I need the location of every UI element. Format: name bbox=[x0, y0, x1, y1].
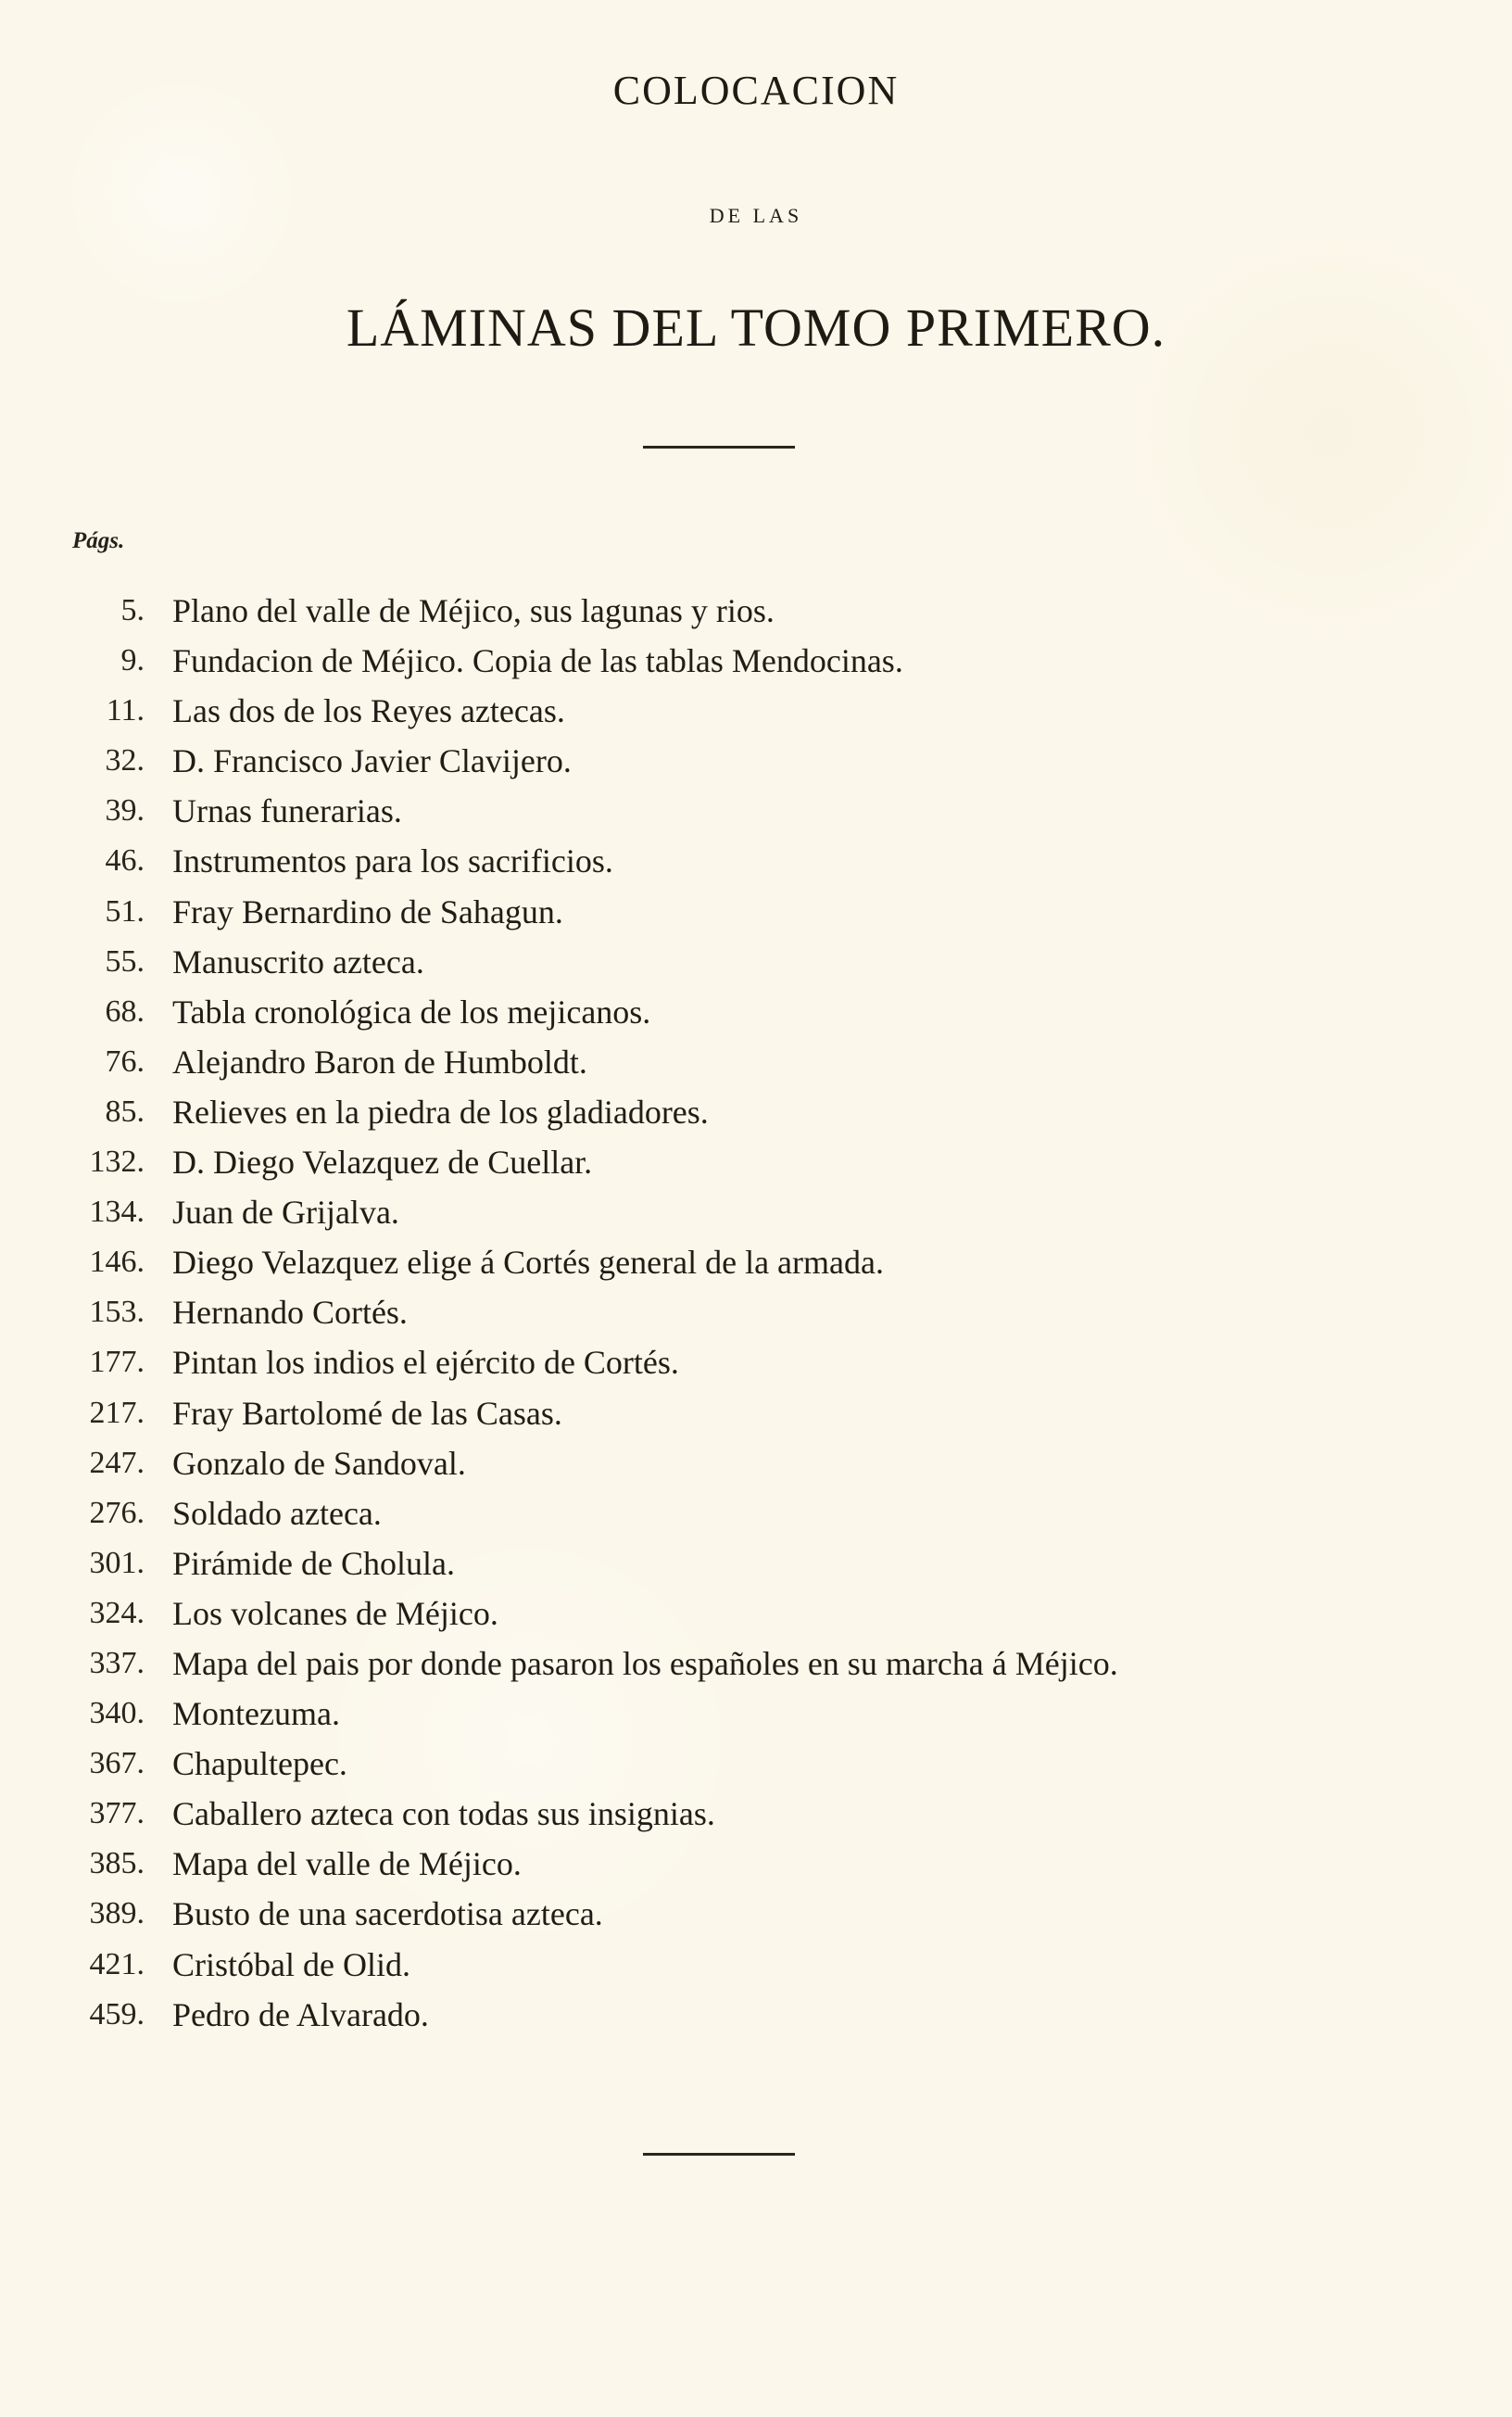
entry-page-number: 146. bbox=[89, 1245, 145, 1280]
list-item bbox=[0, 1187, 1512, 1237]
list-item bbox=[0, 686, 1512, 736]
entry-title: Fundacion de Méjico. Copia de las tablas Mendocinas. bbox=[172, 642, 903, 680]
list-item bbox=[0, 887, 1512, 937]
entry-title: Pedro de Alvarado. bbox=[172, 1995, 429, 2033]
plates-list bbox=[0, 586, 1512, 2040]
list-item bbox=[0, 1337, 1512, 1387]
entry-title: Plano del valle de Méjico, sus lagunas y rios. bbox=[172, 592, 775, 629]
entry-title: Mapa del pais por donde pasaron los españoles en su marcha á Méjico. bbox=[172, 1644, 1118, 1682]
entry-page-number: 39. bbox=[105, 793, 145, 829]
entry-page-number: 337. bbox=[89, 1645, 145, 1680]
list-item bbox=[0, 586, 1512, 636]
entry-page-number: 421. bbox=[89, 1946, 145, 1981]
entry-title: Fray Bernardino de Sahagun. bbox=[172, 892, 563, 930]
top-divider bbox=[643, 446, 795, 449]
list-item bbox=[0, 937, 1512, 987]
entry-page-number: 85. bbox=[105, 1094, 145, 1129]
entry-title: Fray Bartolomé de las Casas. bbox=[172, 1394, 562, 1432]
entry-page-number: 324. bbox=[89, 1595, 145, 1630]
list-item bbox=[0, 1087, 1512, 1137]
list-item bbox=[0, 1990, 1512, 2040]
list-item bbox=[0, 836, 1512, 886]
entry-page-number: 76. bbox=[105, 1044, 145, 1079]
entry-page-number: 301. bbox=[89, 1545, 145, 1580]
list-item bbox=[0, 1137, 1512, 1187]
entry-page-number: 46. bbox=[105, 843, 145, 879]
entry-page-number: 132. bbox=[89, 1145, 145, 1180]
entry-title: Pirámide de Cholula. bbox=[172, 1544, 455, 1582]
entry-title: Relieves en la piedra de los gladiadores. bbox=[172, 1093, 709, 1131]
bottom-divider bbox=[643, 2153, 795, 2156]
entry-page-number: 55. bbox=[105, 943, 145, 979]
entry-title: Urnas funerarias. bbox=[172, 792, 402, 830]
entry-title: Hernando Cortés. bbox=[172, 1294, 408, 1332]
list-item bbox=[0, 1287, 1512, 1337]
entry-page-number: 9. bbox=[120, 643, 145, 678]
list-item bbox=[0, 1889, 1512, 1939]
entry-title: Busto de una sacerdotisa azteca. bbox=[172, 1895, 603, 1933]
entry-page-number: 389. bbox=[89, 1896, 145, 1931]
entry-title: Soldado azteca. bbox=[172, 1494, 382, 1532]
list-item bbox=[0, 636, 1512, 686]
entry-page-number: 340. bbox=[89, 1696, 145, 1731]
entry-title: Cristóbal de Olid. bbox=[172, 1945, 410, 1983]
list-item bbox=[0, 1689, 1512, 1739]
entry-page-number: 177. bbox=[89, 1345, 145, 1380]
list-item bbox=[0, 786, 1512, 836]
entry-page-number: 247. bbox=[89, 1445, 145, 1480]
entry-title: Juan de Grijalva. bbox=[172, 1194, 399, 1232]
entry-title: D. Francisco Javier Clavijero. bbox=[172, 742, 572, 780]
entry-page-number: 153. bbox=[89, 1295, 145, 1330]
entry-page-number: 459. bbox=[89, 1996, 145, 2031]
entry-title: Gonzalo de Sandoval. bbox=[172, 1444, 466, 1482]
pages-column-label: Págs. bbox=[72, 528, 125, 553]
entry-title: Manuscrito azteca. bbox=[172, 943, 424, 981]
list-item bbox=[0, 1237, 1512, 1287]
entry-title: Pintan los indios el ejército de Cortés. bbox=[172, 1344, 679, 1382]
list-item bbox=[0, 1037, 1512, 1087]
entry-page-number: 51. bbox=[105, 893, 145, 929]
entry-title: Tabla cronológica de los mejicanos. bbox=[172, 993, 651, 1031]
list-item bbox=[0, 1538, 1512, 1588]
entry-title: Mapa del valle de Méjico. bbox=[172, 1845, 522, 1883]
entry-page-number: 32. bbox=[105, 743, 145, 778]
list-item bbox=[0, 987, 1512, 1037]
entry-title: Chapultepec. bbox=[172, 1745, 347, 1783]
document-heading: COLOCACION bbox=[612, 68, 900, 113]
list-item bbox=[0, 1488, 1512, 1538]
entry-title: Los volcanes de Méjico. bbox=[172, 1594, 498, 1632]
list-item bbox=[0, 736, 1512, 786]
list-item bbox=[0, 1839, 1512, 1889]
entry-title: Instrumentos para los sacrificios. bbox=[172, 842, 613, 880]
entry-page-number: 367. bbox=[89, 1746, 145, 1781]
entry-title: Caballero azteca con todas sus insignias. bbox=[172, 1795, 715, 1833]
document-title: LÁMINAS DEL TOMO PRIMERO. bbox=[346, 297, 1166, 358]
entry-title: D. Diego Velazquez de Cuellar. bbox=[172, 1144, 593, 1182]
entry-page-number: 385. bbox=[89, 1846, 145, 1881]
entry-page-number: 68. bbox=[105, 993, 145, 1029]
list-item bbox=[0, 1388, 1512, 1438]
list-item bbox=[0, 1789, 1512, 1839]
entry-title: Diego Velazquez elige á Cortés general de la armada. bbox=[172, 1244, 884, 1282]
document-subheading: DE LAS bbox=[709, 204, 803, 227]
entry-page-number: 217. bbox=[89, 1395, 145, 1430]
entry-title: Las dos de los Reyes aztecas. bbox=[172, 692, 565, 730]
entry-title: Alejandro Baron de Humboldt. bbox=[172, 1043, 587, 1081]
entry-page-number: 134. bbox=[89, 1195, 145, 1230]
list-item bbox=[0, 1940, 1512, 1990]
entry-page-number: 276. bbox=[89, 1495, 145, 1530]
list-item bbox=[0, 1438, 1512, 1488]
entry-page-number: 5. bbox=[120, 593, 145, 627]
entry-page-number: 377. bbox=[89, 1796, 145, 1831]
list-item bbox=[0, 1588, 1512, 1639]
list-item bbox=[0, 1639, 1512, 1689]
list-item bbox=[0, 1739, 1512, 1789]
entry-title: Montezuma. bbox=[172, 1695, 340, 1733]
entry-page-number: 11. bbox=[106, 693, 145, 728]
